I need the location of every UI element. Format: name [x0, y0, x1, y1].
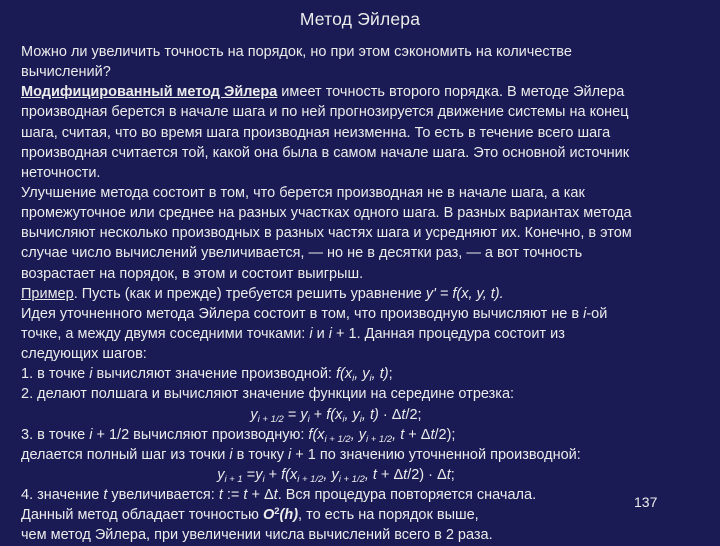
step-3: 3. в точке i + 1/2 вычисляют производную: $f(x_{i + 1/2}$, $y_{i + 1/2}$, t + Δt/2); [21, 426, 456, 445]
step-4: 4. значение t увеличивается: t := t + Δt. Вся процедура повторяется сначала. [21, 487, 537, 504]
text-line: случае число вычислений увеличивается, — но не в десятки раз, — а вот точность [21, 245, 583, 262]
formula-full-step: $y_{i + 1} =y_i + f(x_{i + 1/2}$, $y_{i + 1/2}$, t + Δt/2) · Δt; [217, 466, 455, 485]
text-line: промежуточное или среднее на разных участках одного шага. В разных вариантах метода [21, 205, 632, 222]
text-line: Модифицированный метод Эйлера имеет точность второго порядка. В методе Эйлера [21, 84, 625, 101]
text-line: Улучшение метода состоит в том, что берется производная не в начале шага, а как [21, 184, 585, 201]
slide-body [21, 42, 711, 546]
text-line: производная считается той, какой она была в самом начале шага. Это основной источник [21, 144, 630, 161]
text-line: Идея уточненного метода Эйлера состоит в том, что производную вычисляют не в i-ой [21, 305, 608, 322]
step-1: 1. в точке i вычисляют значение производной: $f(x_i$, $y_i$, t); [21, 366, 393, 385]
text-line: вычисляют несколько производных в разных частях шага и усредняют их. Конечно, в этом [21, 225, 632, 242]
formula-half-step: $y_{i + 1/2} = y_i + f(x_i$, $y_i$, t) · Δt/2; [250, 406, 422, 425]
text-line: вычислений? [21, 64, 111, 81]
text-line: Данный метод обладает точностью $O^2(h)$, то есть на порядок выше, [21, 506, 479, 524]
text-line: чем метод Эйлера, при увеличении числа вычислений всего в 2 раза. [21, 527, 493, 544]
text-line: возрастает на порядок, в этом и состоит выигрыш. [21, 265, 364, 282]
text-line: Можно ли увеличить точность на порядок, но при этом сэкономить на количестве [21, 44, 572, 60]
example-link[interactable]: Пример [21, 285, 74, 302]
text-line: шага, считая, что во время шага производная неизменна. То есть в течение всего шага [21, 124, 611, 141]
modified-euler-link[interactable]: Модифицированный метод Эйлера [21, 84, 278, 101]
equation: y' = f(x, y, t). [425, 285, 504, 302]
text-line: делается полный шаг из точки i в точку i + 1 по значению уточненной производной: [21, 446, 581, 463]
text-line: Пример. Пусть (как и прежде) требуется решить уравнение y' = f(x, y, t). [21, 285, 504, 302]
text-line: неточности. [21, 164, 101, 181]
text-line: точке, а между двумя соседними точками: i и i + 1. Данная процедура состоит из [21, 325, 565, 342]
text-line: следующих шагов: [21, 346, 147, 363]
page-number: 137 [634, 494, 658, 510]
text-line: производная берется в начале шага и по ней прогнозируется движение системы на конец [21, 104, 629, 121]
step-2: 2. делают полшага и вычисляют значение функции на середине отрезка: [21, 386, 515, 403]
slide-title: Метод Эйлера [299, 9, 421, 29]
